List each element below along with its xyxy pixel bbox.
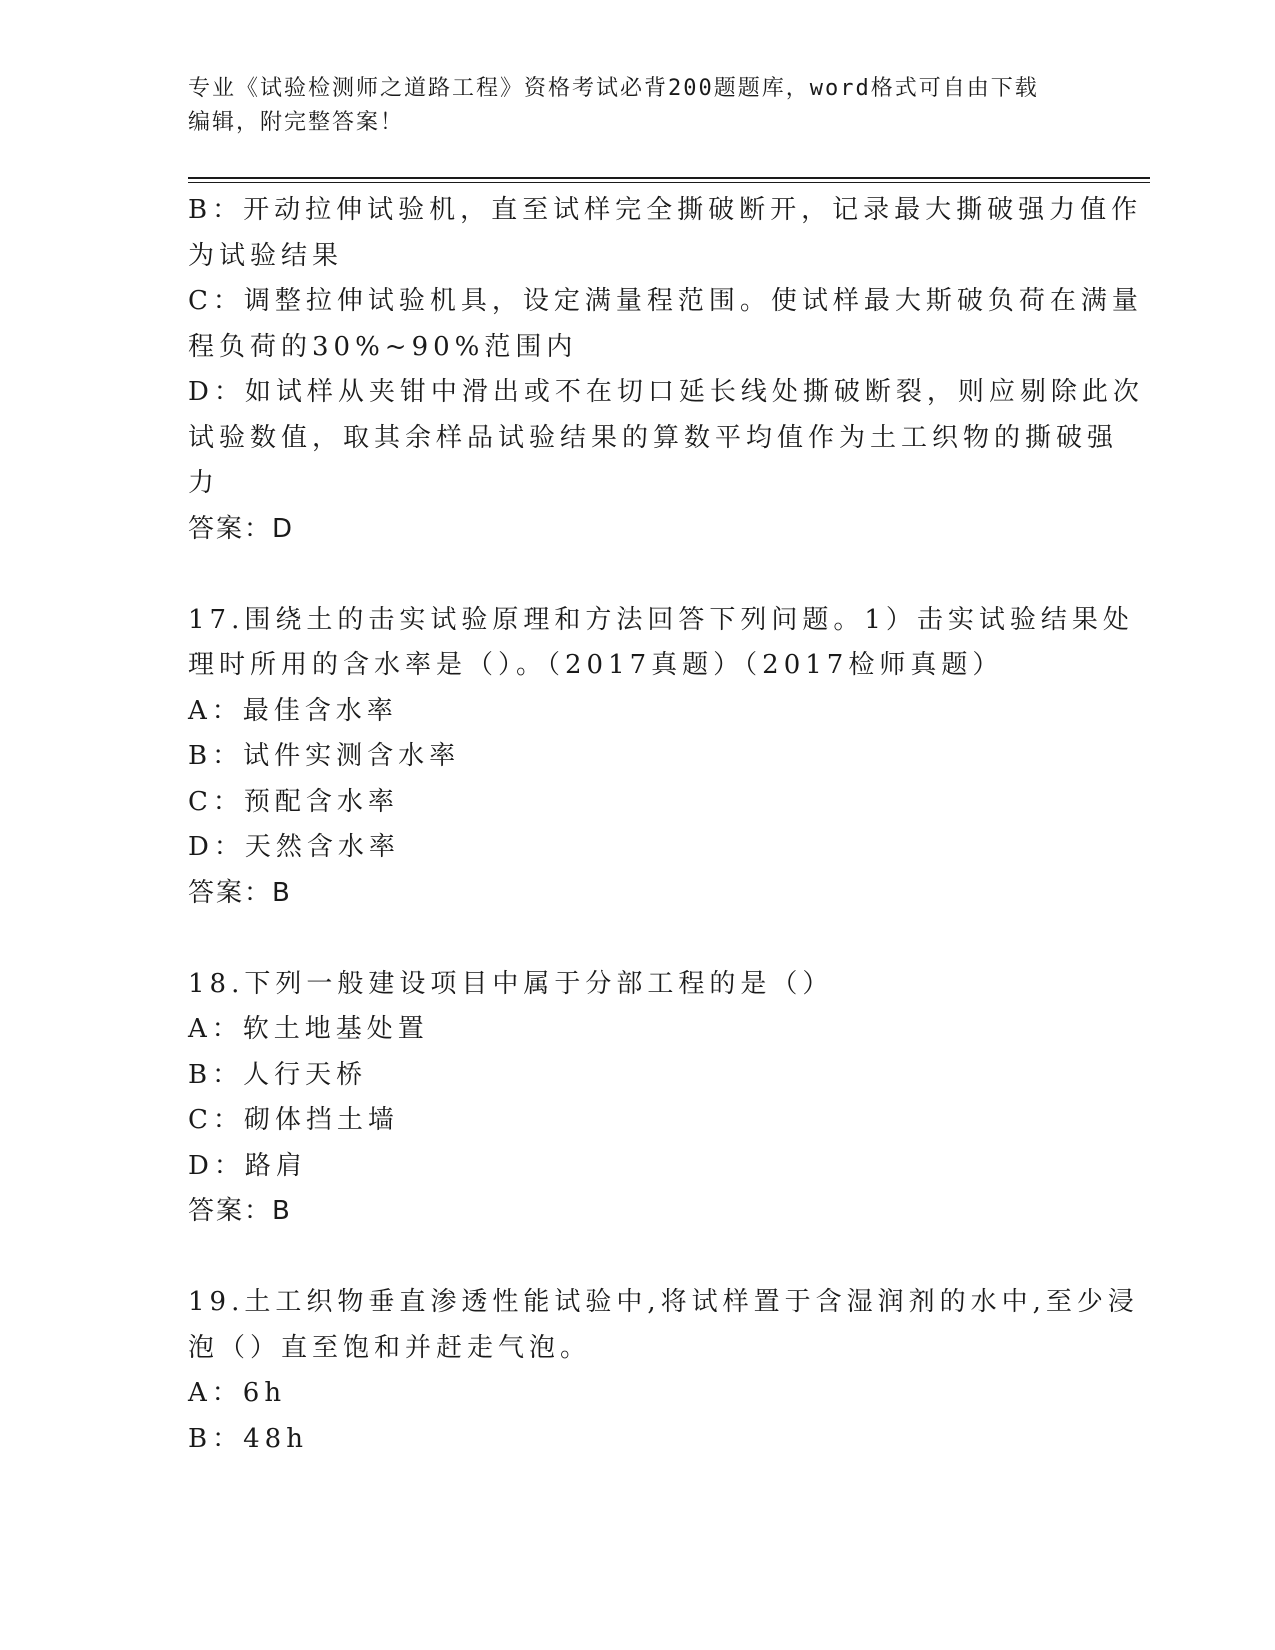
q19-stem-line-1: 19.土工织物垂直渗透性能试验中,将试样置于含湿润剂的水中,至少浸 [188,1287,1139,1317]
q18-option-c: C：砌体挡土墙 [188,1105,399,1135]
q17-option-b: B：试件实测含水率 [188,741,461,771]
q16-option-d-line-1: D：如试样从夹钳中滑出或不在切口延长线处撕破断裂，则应剔除此次 [188,377,1144,407]
q16-answer: 答案：D [188,513,295,544]
q17-option-a: A：最佳含水率 [188,695,398,726]
question-17 [188,598,1134,917]
q17-option-d: D：天然含水率 [188,832,400,862]
q17-stem-line-1: 17.围绕土的击实试验原理和方法回答下列问题。1）击实试验结果处 [188,604,1134,635]
header-divider-thick [188,177,1150,179]
header-title-line-2: 编辑，附完整答案！ [188,110,405,135]
q16-option-c-line-2: 程负荷的30%~90%范围内 [188,331,578,362]
q18-answer: 答案：B [188,1196,292,1226]
q18-option-d: D：路肩 [188,1150,307,1181]
spacer [188,916,1088,962]
q16-option-c-line-1: C：调整拉伸试验机具，设定满量程范围。使试样最大斯破负荷在满量 [188,286,1143,316]
q16-option-d-line-3: 力 [188,468,220,498]
q18-stem: 18.下列一般建设项目中属于分部工程的是（） [188,968,834,999]
q18-option-a: A：软土地基处置 [188,1014,429,1044]
q19-stem-line-2: 泡（）直至饱和并赶走气泡。 [188,1332,592,1363]
q16-option-b-line-1: B：开动拉伸试验机，直至试样完全撕破断开，记录最大撕破强力值作 [188,195,1143,225]
q19-option-a: A：6h [188,1378,287,1408]
header-title-line-1: 专业《试验检测师之道路工程》资格考试必背200题题库，word格式可自由下载 [188,76,1039,101]
q16-option-b-line-2: 为试验结果 [188,240,344,271]
question-19 [188,1280,1139,1462]
q18-option-b: B：人行天桥 [188,1059,368,1090]
document-header [188,72,1068,140]
question-list [188,188,1144,1462]
spacer [188,552,1088,598]
spacer [188,1235,1088,1281]
header-divider-thin [188,182,1150,183]
q17-stem-line-2: 理时所用的含水率是（）。（2017真题）（2017检师真题） [188,650,1004,680]
question-18 [188,962,1088,1235]
q17-option-c: C：预配含水率 [188,786,399,817]
question-16 [188,188,1144,552]
q16-option-d-line-2: 试验数值，取其余样品试验结果的算数平均值作为土工织物的撕破强 [188,422,1119,453]
q19-option-b: B：48h [188,1423,308,1454]
q17-answer: 答案：B [188,877,292,908]
